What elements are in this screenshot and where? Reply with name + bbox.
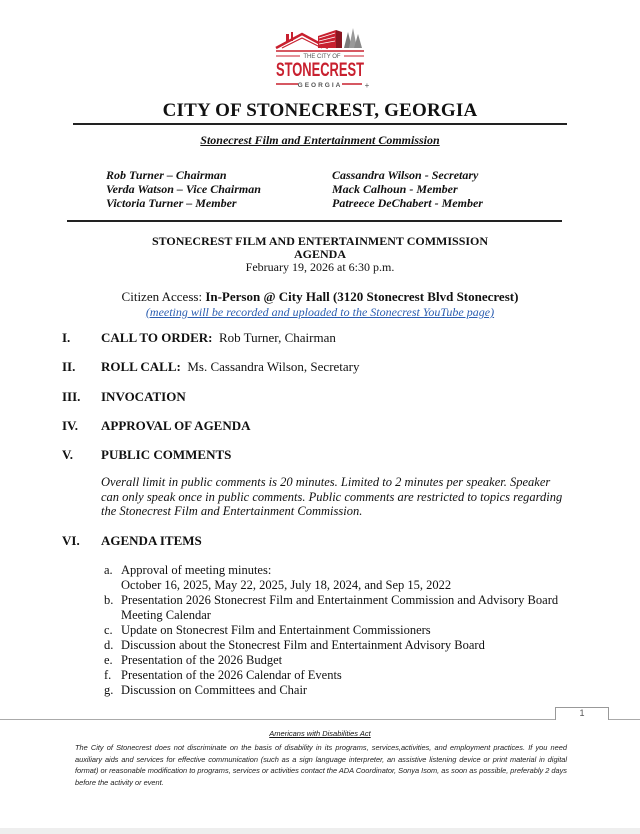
agenda-item xyxy=(104,638,574,653)
ada-notice: The City of Stonecrest does not discriminate on the basis of disability in its programs, services,activities, and employment practices. If you need auxiliary aids and services for effective communication (such as a sign language interpreter, an assistive listening device or print material in digital format) or reasonable modification to programs, services or activities contact the ADA Coordinator, Sonya Isom, as soon as possible, preferably 2 days before the activity or event. xyxy=(75,743,567,787)
logo-line3: GEORGIA xyxy=(297,82,343,89)
page-bottom-edge xyxy=(0,828,640,834)
item-letter: c. xyxy=(104,623,113,637)
access-label: Citizen Access: xyxy=(121,289,206,304)
section-number: III. xyxy=(62,389,81,404)
member: Victoria Turner – Member xyxy=(106,196,237,210)
item-text: Presentation of the 2026 Calendar of Events xyxy=(121,668,342,682)
agenda-label: AGENDA xyxy=(293,247,346,261)
logo-graphic xyxy=(272,26,372,92)
section-number: V. xyxy=(62,447,73,462)
member: Verda Watson – Vice Chairman xyxy=(106,182,261,196)
citizen-access xyxy=(0,289,640,320)
section-title: AGENDA ITEMS xyxy=(101,533,202,548)
item-text-dates: October 16, 2025, May 22, 2025, July 18, 2024, and Sep 15, 2022 xyxy=(121,578,452,592)
page-title: CITY OF STONECREST, GEORGIA xyxy=(162,100,478,121)
item-letter: b. xyxy=(104,593,114,607)
item-text: Approval of meeting minutes: xyxy=(121,563,272,577)
agenda-header xyxy=(0,235,640,274)
logo-plus: + xyxy=(364,81,370,90)
section-detail: Ms. Cassandra Wilson, Secretary xyxy=(187,359,360,374)
section-title: CALL TO ORDER: xyxy=(101,330,213,345)
page-number: 1 xyxy=(555,707,609,720)
agenda-item xyxy=(104,683,574,698)
item-text: Discussion about the Stonecrest Film and Entertainment Advisory Board xyxy=(121,638,485,652)
member: Rob Turner – Chairman xyxy=(106,168,227,182)
item-text: Presentation 2026 Stonecrest Film and Entertainment Commission and Advisory Board Meeting Calendar xyxy=(121,593,559,622)
section-title: APPROVAL OF AGENDA xyxy=(101,418,251,433)
ada-title: Americans with Disabilities Act xyxy=(269,729,371,738)
logo-line2: STONECREST xyxy=(276,60,365,81)
section-title: INVOCATION xyxy=(101,389,186,404)
item-letter: a. xyxy=(104,563,113,577)
item-text: Update on Stonecrest Film and Entertainment Commissioners xyxy=(121,623,431,637)
section-number: IV. xyxy=(62,418,79,433)
section-number: I. xyxy=(62,330,71,345)
members-left xyxy=(106,168,261,210)
member: Patreece DeChabert - Member xyxy=(332,196,483,210)
item-letter: e. xyxy=(104,653,113,667)
members-divider xyxy=(67,220,562,222)
meeting-date: February 19, 2026 at 6:30 p.m. xyxy=(245,260,395,274)
agenda-item xyxy=(104,593,574,623)
section-number: II. xyxy=(62,359,76,374)
section-title: ROLL CALL: xyxy=(101,359,181,374)
agenda-items-list xyxy=(104,563,574,698)
access-location: In-Person @ City Hall (3120 Stonecrest Blvd Stonecrest) xyxy=(205,289,519,304)
member: Cassandra Wilson - Secretary xyxy=(332,168,479,182)
member: Mack Calhoun - Member xyxy=(332,182,458,196)
logo-line1: THE CITY OF xyxy=(303,54,341,60)
agenda-item xyxy=(104,563,574,593)
agenda-item xyxy=(104,668,574,683)
commission-subtitle: Stonecrest Film and Entertainment Commission xyxy=(200,133,440,147)
public-comments-text: Overall limit in public comments is 20 minutes. Limited to 2 minutes per speaker. Speaker can only speak once in public comments. Public comments are restricted to topics regarding the Stonecrest Film and Entertainment Commission. xyxy=(101,475,563,518)
agenda-item xyxy=(104,653,574,668)
section-detail: Rob Turner, Chairman xyxy=(219,330,336,345)
item-letter: d. xyxy=(104,638,114,652)
header-divider xyxy=(73,123,567,125)
section-number: VI. xyxy=(62,533,80,548)
item-text: Presentation of the 2026 Budget xyxy=(121,653,283,667)
members-right xyxy=(332,168,483,210)
item-text: Discussion on Committees and Chair xyxy=(121,683,308,697)
youtube-link[interactable]: (meeting will be recorded and uploaded to the Stonecrest YouTube page) xyxy=(145,305,495,319)
footer-divider xyxy=(0,719,640,720)
stonecrest-logo xyxy=(272,26,372,92)
agenda-item xyxy=(104,623,574,638)
section-title: PUBLIC COMMENTS xyxy=(101,447,232,462)
agenda-commission-name: STONECREST FILM AND ENTERTAINMENT COMMISSION xyxy=(151,234,489,248)
item-letter: f. xyxy=(104,668,112,682)
item-letter: g. xyxy=(104,683,114,697)
